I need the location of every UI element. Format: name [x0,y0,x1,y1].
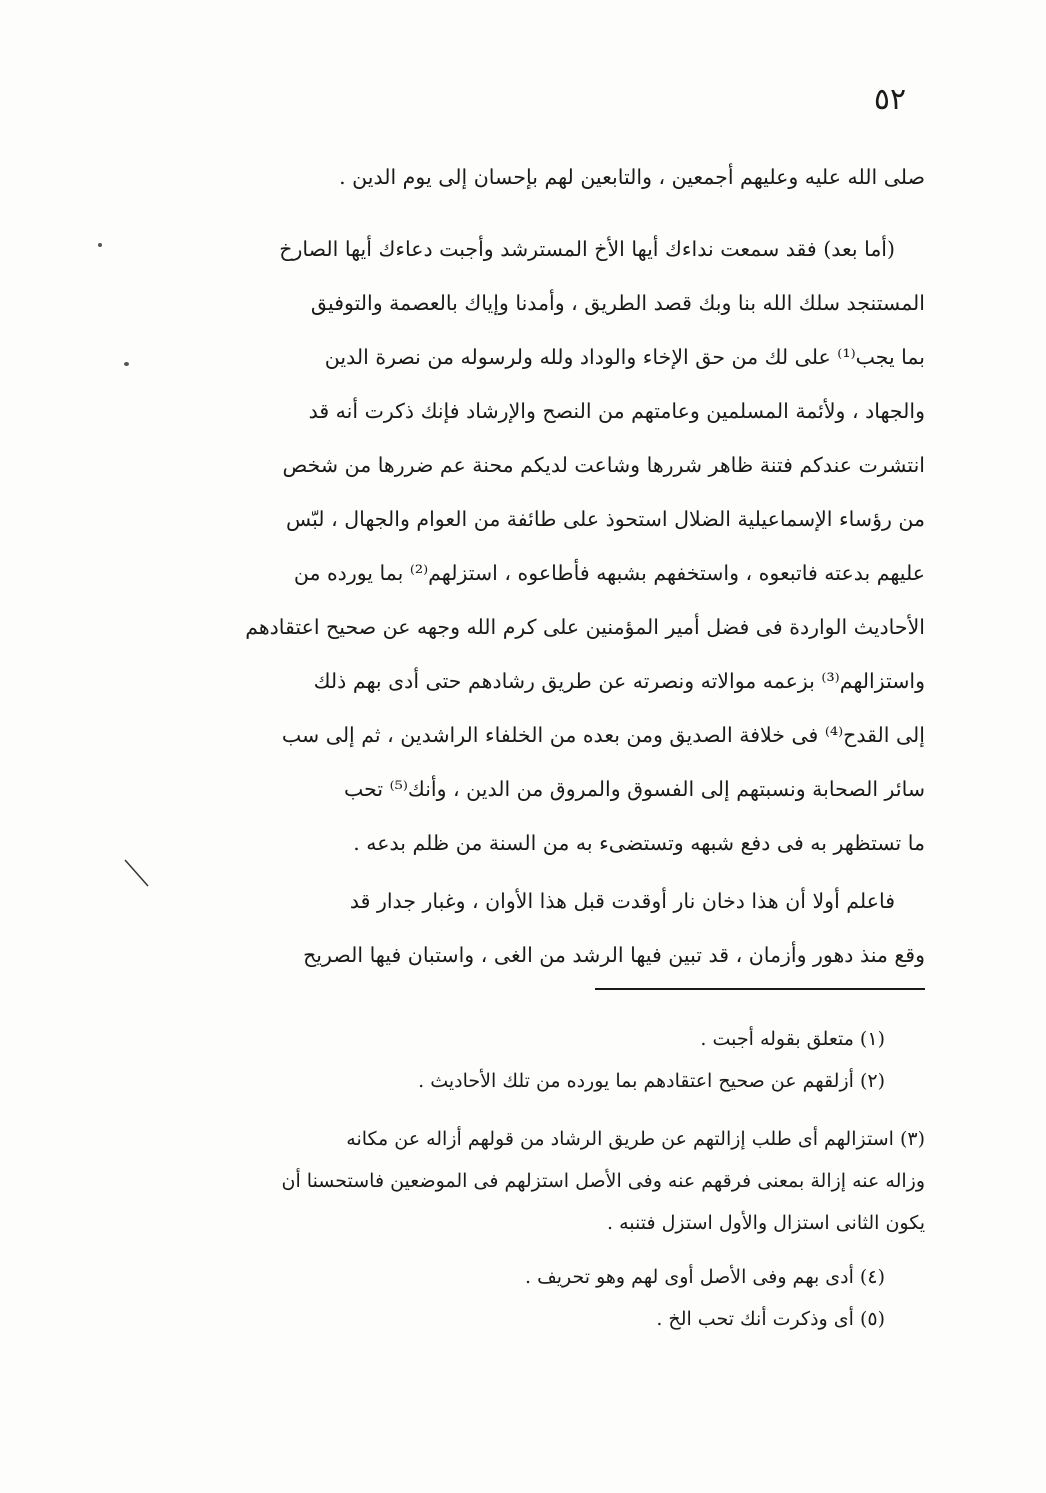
text-line: والجهاد ، ولأئمة المسلمين وعامتهم من النصح والإرشاد فإنك ذكرت أنه قد [308,399,925,423]
scan-speck [124,362,129,366]
text-line: ما تستظهر به فى دفع شبهه وتستضىء به من السنة من ظلم بدعه . [353,831,925,855]
text-line: إلى القدح⁽⁴⁾ فى خلافة الصديق ومن بعده من الخلفاء الراشدين ، ثم إلى سب [281,723,925,747]
text-line: سائر الصحابة ونسبتهم إلى الفسوق والمروق من الدين ، وأنك⁽⁵⁾ تحب [344,777,925,801]
footnotes [225,1018,925,1340]
text-line: من رؤساء الإسماعيلية الضلال استحوذ على طائفة من العوام والجهال ، لبّس [285,507,925,531]
text-line: انتشرت عندكم فتنة ظاهر شررها وشاعت لديكم محنة عم ضررها من شخص [282,453,925,477]
text-line: فاعلم أولا أن هذا دخان نار أوقدت قبل هذا الأوان ، وغبار جدار قد [349,889,895,913]
text-line: واستزالهم⁽³⁾ بزعمه موالاته ونصرته عن طريق رشادهم حتى أدى بهم ذلك [313,669,925,693]
text-line: بما يجب⁽¹⁾ على لك من حق الإخاء والوداد ولله ولرسوله من نصرة الدين [324,345,925,369]
footnote: (٤) أدى بهم وفى الأصل أوى لهم وهو تحريف . [524,1266,885,1288]
footnote: (٢) أزلقهم عن صحيح اعتقادهم بما يورده من تلك الأحاديث . [418,1070,885,1092]
page-number: ٥٢ [873,82,907,117]
footnote-separator [595,988,925,990]
stray-pen-mark [122,858,152,888]
text-line: وقع منذ دهور وأزمان ، قد تبين فيها الرشد من الغى ، واستبان فيها الصريح [303,943,925,967]
footnote: (٣) استزالهم أى طلب إزالتهم عن طريق الرشاد من قولهم أزاله عن مكانه [346,1128,925,1150]
text-line: الأحاديث الواردة فى فضل أمير المؤمنين على كرم الله وجهه عن صحيح اعتقادهم [245,615,925,639]
footnote-continuation: وزاله عنه إزالة بمعنى فرقهم عنه وفى الأصل استزلهم فى الموضعين فاستحسنا أن [281,1170,925,1192]
text-line: (أما بعد) فقد سمعت نداءك أيها الأخ المسترشد وأجبت دعاءك أيها الصارخ [279,237,895,261]
text-line: عليهم بدعته فاتبعوه ، واستخفهم بشبهه فأطاعوه ، استزلهم⁽²⁾ بما يورده من [293,561,925,585]
text-line: صلى الله عليه وعليهم أجمعين ، والتابعين لهم بإحسان إلى يوم الدين . [339,165,925,189]
footnote: (١) متعلق بقوله أجبت . [700,1028,885,1050]
scan-speck [98,243,102,247]
footnote-continuation: يكون الثانى استزال والأول استزل فتنبه . [607,1212,925,1234]
text-line: المستنجد سلك الله بنا وبك قصد الطريق ، وأمدنا وإياك بالعصمة والتوفيق [310,291,925,315]
footnote: (٥) أى وذكرت أنك تحب الخ . [656,1308,885,1330]
main-text [225,150,925,982]
